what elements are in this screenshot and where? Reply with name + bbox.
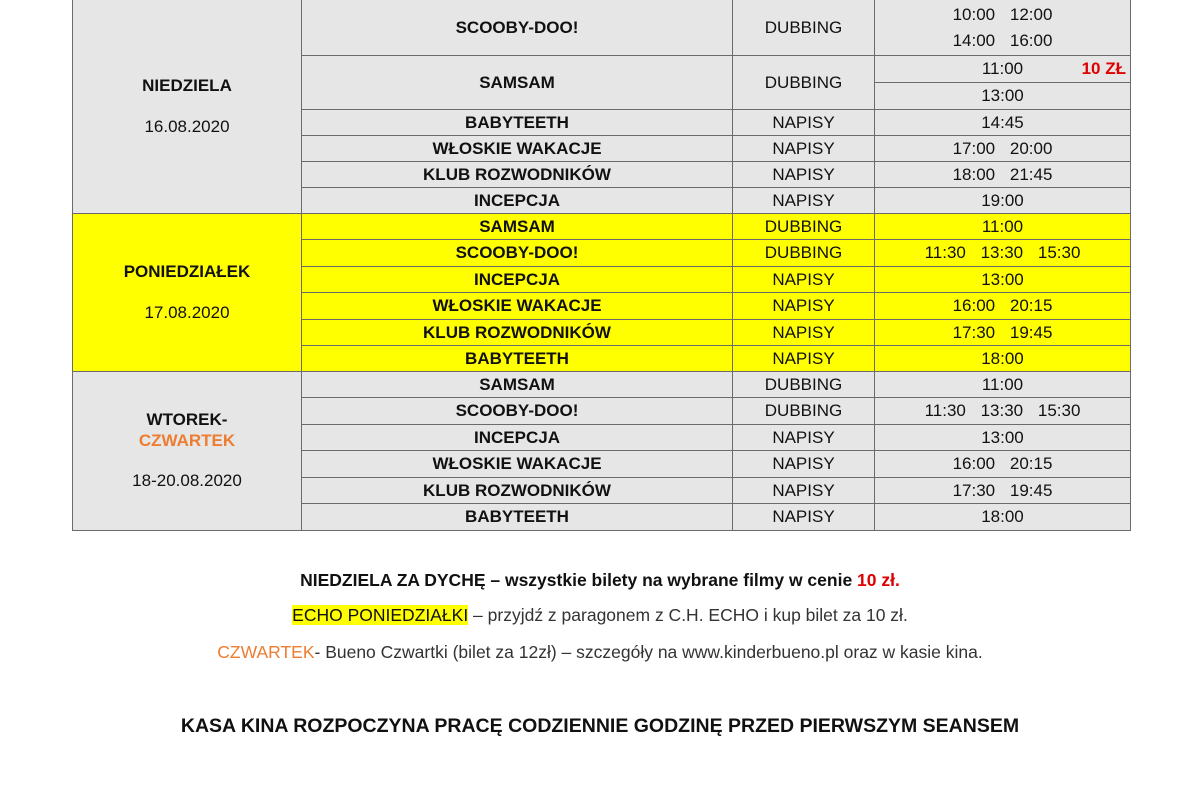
- movie-version: NAPISY: [733, 110, 875, 136]
- movie-title: WŁOSKIE WAKACJE: [302, 451, 733, 478]
- day-cell-sunday: [73, 0, 302, 214]
- movie-title: SAMSAM: [302, 56, 733, 110]
- table-row: [73, 214, 1131, 240]
- showtimes: [875, 56, 1131, 83]
- showtimes: 16:00 20:15: [875, 451, 1131, 478]
- showtimes: 11:30 13:30 15:30: [875, 240, 1131, 267]
- day-date: 17.08.2020: [144, 302, 230, 322]
- sunday-promo-note: [0, 570, 1200, 591]
- movie-title: INCEPCJA: [302, 267, 733, 293]
- showtimes-line: 11:00: [981, 59, 1024, 78]
- day-name: WTOREK-: [146, 410, 228, 430]
- day-cell-tue-thu: [73, 372, 302, 531]
- showtimes: 11:30 13:30 15:30: [875, 398, 1131, 425]
- movie-version: NAPISY: [733, 267, 875, 293]
- movie-title: BABYTEETH: [302, 110, 733, 136]
- movie-title: SAMSAM: [302, 372, 733, 398]
- movie-version: NAPISY: [733, 293, 875, 320]
- showtimes: 18:00: [875, 346, 1131, 372]
- movie-version: DUBBING: [733, 240, 875, 267]
- echo-promo-label: ECHO PONIEDZIAŁKI: [292, 605, 469, 625]
- showtimes-line: 14:00 16:00: [952, 30, 1053, 50]
- showtimes: 17:00 20:00: [875, 136, 1131, 162]
- movie-title: KLUB ROZWODNIKÓW: [302, 320, 733, 346]
- movie-version: DUBBING: [733, 398, 875, 425]
- showtimes: 16:00 20:15: [875, 293, 1131, 320]
- day-name-thursday: CZWARTEK: [138, 430, 236, 450]
- showtimes: 18:00: [875, 504, 1131, 531]
- showtimes: 19:00: [875, 188, 1131, 214]
- movie-title: SAMSAM: [302, 214, 733, 240]
- showtimes: 11:00: [875, 214, 1131, 240]
- movie-version: NAPISY: [733, 188, 875, 214]
- day-cell-monday: [73, 214, 302, 372]
- movie-title: SCOOBY-DOO!: [302, 240, 733, 267]
- movie-version: DUBBING: [733, 214, 875, 240]
- sunday-promo-price: 10 zł.: [857, 570, 900, 590]
- movie-title: BABYTEETH: [302, 346, 733, 372]
- showtimes: 13:00: [875, 83, 1131, 110]
- day-date: 18-20.08.2020: [132, 471, 242, 491]
- movie-title: SCOOBY-DOO!: [302, 0, 733, 56]
- echo-promo-note: [0, 605, 1200, 626]
- showtimes: 17:30 19:45: [875, 478, 1131, 504]
- showtimes-line: 10:00 12:00: [952, 5, 1053, 24]
- showtimes: 11:00: [875, 372, 1131, 398]
- thursday-promo-text: - Bueno Czwartki (bilet za 12zł) – szczegóły na www.kinderbueno.pl oraz w kasie kina.: [314, 642, 983, 662]
- echo-promo-text: – przyjdź z paragonem z C.H. ECHO i kup bilet za 10 zł.: [468, 605, 908, 625]
- movie-version: NAPISY: [733, 162, 875, 188]
- table-row: [73, 0, 1131, 56]
- movie-version: NAPISY: [733, 346, 875, 372]
- movie-version: DUBBING: [733, 56, 875, 110]
- movie-version: NAPISY: [733, 425, 875, 451]
- showtimes: 14:45: [875, 110, 1131, 136]
- showtimes: 17:30 19:45: [875, 320, 1131, 346]
- showtimes: [875, 0, 1131, 56]
- movie-title: SCOOBY-DOO!: [302, 398, 733, 425]
- movie-title: INCEPCJA: [302, 425, 733, 451]
- movie-title: WŁOSKIE WAKACJE: [302, 136, 733, 162]
- movie-version: NAPISY: [733, 478, 875, 504]
- movie-version: NAPISY: [733, 320, 875, 346]
- showtimes: 13:00: [875, 267, 1131, 293]
- day-name: NIEDZIELA: [142, 75, 232, 95]
- thursday-promo-note: [0, 642, 1200, 663]
- thursday-promo-label: CZWARTEK: [217, 642, 315, 662]
- day-name: PONIEDZIAŁEK: [123, 261, 251, 281]
- schedule-table: [72, 0, 1131, 531]
- price-tag: 10 ZŁ: [1081, 59, 1126, 78]
- movie-version: DUBBING: [733, 372, 875, 398]
- movie-version: DUBBING: [733, 0, 875, 56]
- movie-version: NAPISY: [733, 504, 875, 531]
- movie-title: INCEPCJA: [302, 188, 733, 214]
- movie-title: KLUB ROZWODNIKÓW: [302, 162, 733, 188]
- showtimes: 18:00 21:45: [875, 162, 1131, 188]
- box-office-notice: KASA KINA ROZPOCZYNA PRACĘ CODZIENNIE GODZINĘ PRZED PIERWSZYM SEANSEM: [180, 715, 1020, 737]
- showtimes: 13:00: [875, 425, 1131, 451]
- movie-title: KLUB ROZWODNIKÓW: [302, 478, 733, 504]
- movie-title: BABYTEETH: [302, 504, 733, 531]
- movie-version: NAPISY: [733, 136, 875, 162]
- day-date: 16.08.2020: [144, 116, 230, 136]
- table-row: [73, 372, 1131, 398]
- sunday-promo-text: NIEDZIELA ZA DYCHĘ – wszystkie bilety na wybrane filmy w cenie: [300, 570, 858, 590]
- movie-version: NAPISY: [733, 451, 875, 478]
- movie-title: WŁOSKIE WAKACJE: [302, 293, 733, 320]
